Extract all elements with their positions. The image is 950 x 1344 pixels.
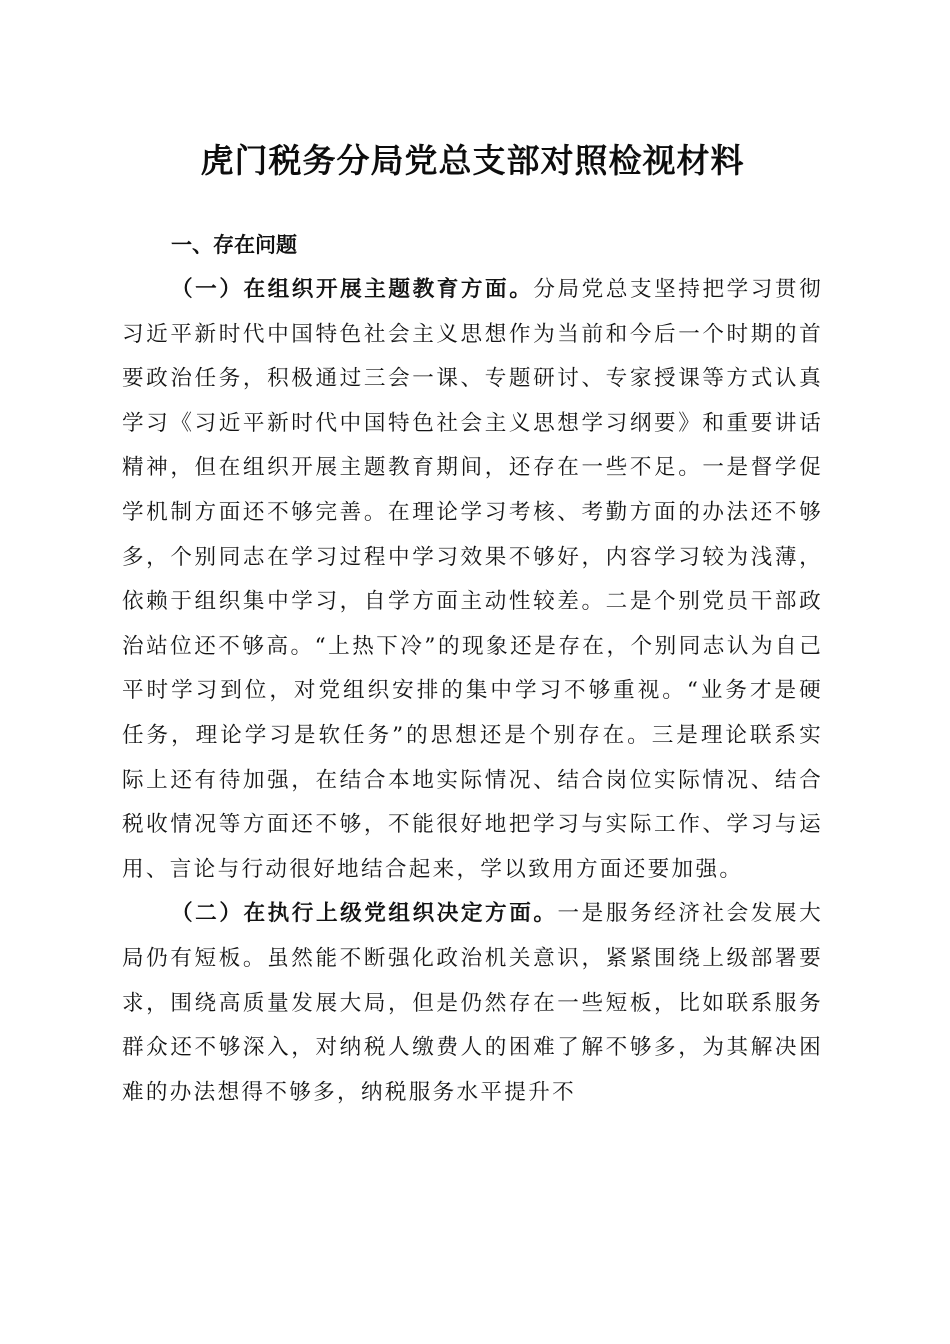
section-heading: 一、存在问题 <box>171 233 297 257</box>
paragraph-1 <box>122 268 823 892</box>
paragraph-2-lead: （二）在执行上级党组织决定方面。 <box>171 901 558 927</box>
paragraph-1-body: 分局党总支坚持把学习贯彻习近平新时代中国特色社会主义思想作为当前和今后一个时期的首要政治任务，积极通过三会一课、专题研讨、专家授课等方式认真学习《习近平新时代中国特色社会主义思想学习纲要》和重要讲话精神，但在组织开展主题教育期间，还存在一些不足。一是督学促学机制方面还不够完善。在理论学习考核、考勤方面的办法还不够多，个别同志在学习过程中学习效果不够好，内容学习较为浅薄，依赖于组织集中学习，自学方面主动性较差。二是个别党员干部政治站位还不够高。“上热下冷”的现象还是存在，个别同志认为自己平时学习到位，对党组织安排的集中学习不够重视。“业务才是硬任务，理论学习是软任务”的思想还是个别存在。三是理论联系实际上还有待加强，在结合本地实际情况、结合岗位实际情况、结合税收情况等方面还不够，不能很好地把学习与实际工作、学习与运用、言论与行动很好地结合起来，学以致用方面还要加强。 <box>122 277 823 882</box>
paragraph-2-body: 一是服务经济社会发展大局仍有短板。虽然能不断强化政治机关意识，紧紧围绕上级部署要求，围绕高质量发展大局，但是仍然存在一些短板，比如联系服务群众还不够深入，对纳税人缴费人的困难了解不够多，为其解决困难的办法想得不够多，纳税服务水平提升不 <box>122 901 823 1105</box>
paragraph-2 <box>122 892 823 1115</box>
document-title: 虎门税务分局党总支部对照检视材料 <box>200 141 745 180</box>
paragraph-1-lead: （一）在组织开展主题教育方面。 <box>171 277 534 302</box>
